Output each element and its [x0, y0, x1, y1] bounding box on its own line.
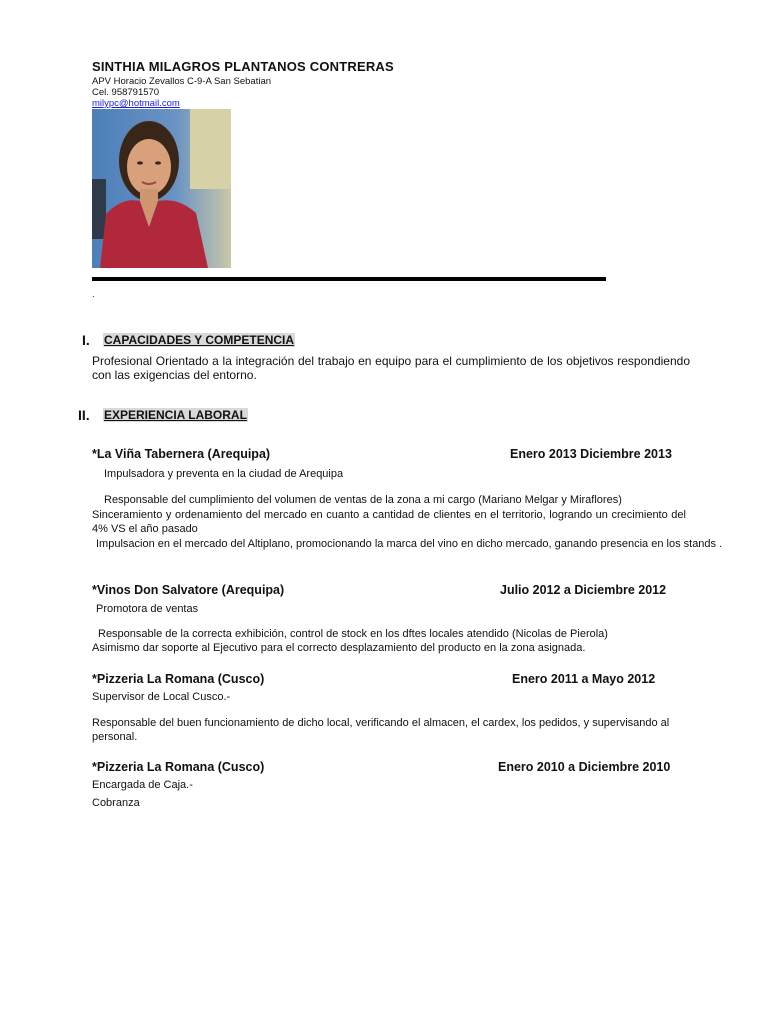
job-dates: Enero 2010 a Diciembre 2010	[498, 760, 671, 774]
candidate-name: SINTHIA MILAGROS PLANTANOS CONTRERAS	[92, 59, 394, 74]
header-divider	[92, 277, 606, 281]
job-dates: Enero 2011 a Mayo 2012	[512, 672, 656, 686]
section-number-experiencia: II.	[78, 407, 90, 423]
job-title: *Vinos Don Salvatore (Arequipa)	[92, 583, 285, 597]
job-dates: Enero 2013 Diciembre 2013	[510, 447, 672, 461]
job-detail: Responsable de la correcta exhibición, control de stock en los dftes locales atendido (Nicolas de Pierola)	[98, 628, 608, 640]
profile-photo	[92, 109, 231, 268]
job-role: Encargada de Caja.-	[92, 779, 193, 791]
job-detail: Responsable del cumplimiento del volumen de ventas de la zona a mi cargo (Mariano Melgar y Miraflores)	[104, 494, 622, 506]
section-title-capacidades: CAPACIDADES Y COMPETENCIA	[104, 333, 295, 347]
address: APV Horacio Zevallos C-9-A San Sebatian	[92, 76, 272, 87]
job-detail: Sinceramiento y ordenamiento del mercado en cuanto a cantidad de clientes en el territorio, logrando un crecimiento del 4% VS el año pasado	[92, 509, 686, 535]
capacidades-text: Profesional Orientado a la integración del trabajo en equipo para el cumplimiento de los objetivos respondiendo con las exigencias del entorno.	[92, 354, 690, 382]
job-role: Promotora de ventas	[96, 603, 199, 615]
job-detail: Responsable del buen funcionamiento de dicho local, verificando el almacen, el cardex, los pedidos, y supervisando al personal.	[92, 717, 670, 743]
job-detail: Asimismo dar soporte al Ejecutivo para el correcto desplazamiento del producto en la zona asignada.	[92, 642, 586, 654]
phone: Cel. 958791570	[92, 87, 160, 98]
job-detail: Cobranza	[92, 797, 140, 809]
job-dates: Julio 2012 a Diciembre 2012	[500, 583, 667, 597]
job-title: *Pizzeria La Romana (Cusco)	[92, 760, 265, 774]
job-title: *La Viña Tabernera (Arequipa)	[92, 447, 271, 461]
job-title: *Pizzeria La Romana (Cusco)	[92, 672, 265, 686]
job-detail: Impulsacion en el mercado del Altiplano, promocionando la marca del vino en dicho mercado, ganando presencia en los stands .	[96, 538, 723, 550]
section-number-capacidades: I.	[82, 332, 90, 348]
job-role: Supervisor de Local Cusco.-	[92, 691, 231, 703]
email-link[interactable]: milypc@hotmail.com	[92, 98, 180, 109]
section-title-experiencia: EXPERIENCIA LABORAL	[104, 408, 247, 422]
job-role: Impulsadora y preventa en la ciudad de Arequipa	[104, 468, 344, 480]
stray-dot: .	[92, 289, 95, 299]
